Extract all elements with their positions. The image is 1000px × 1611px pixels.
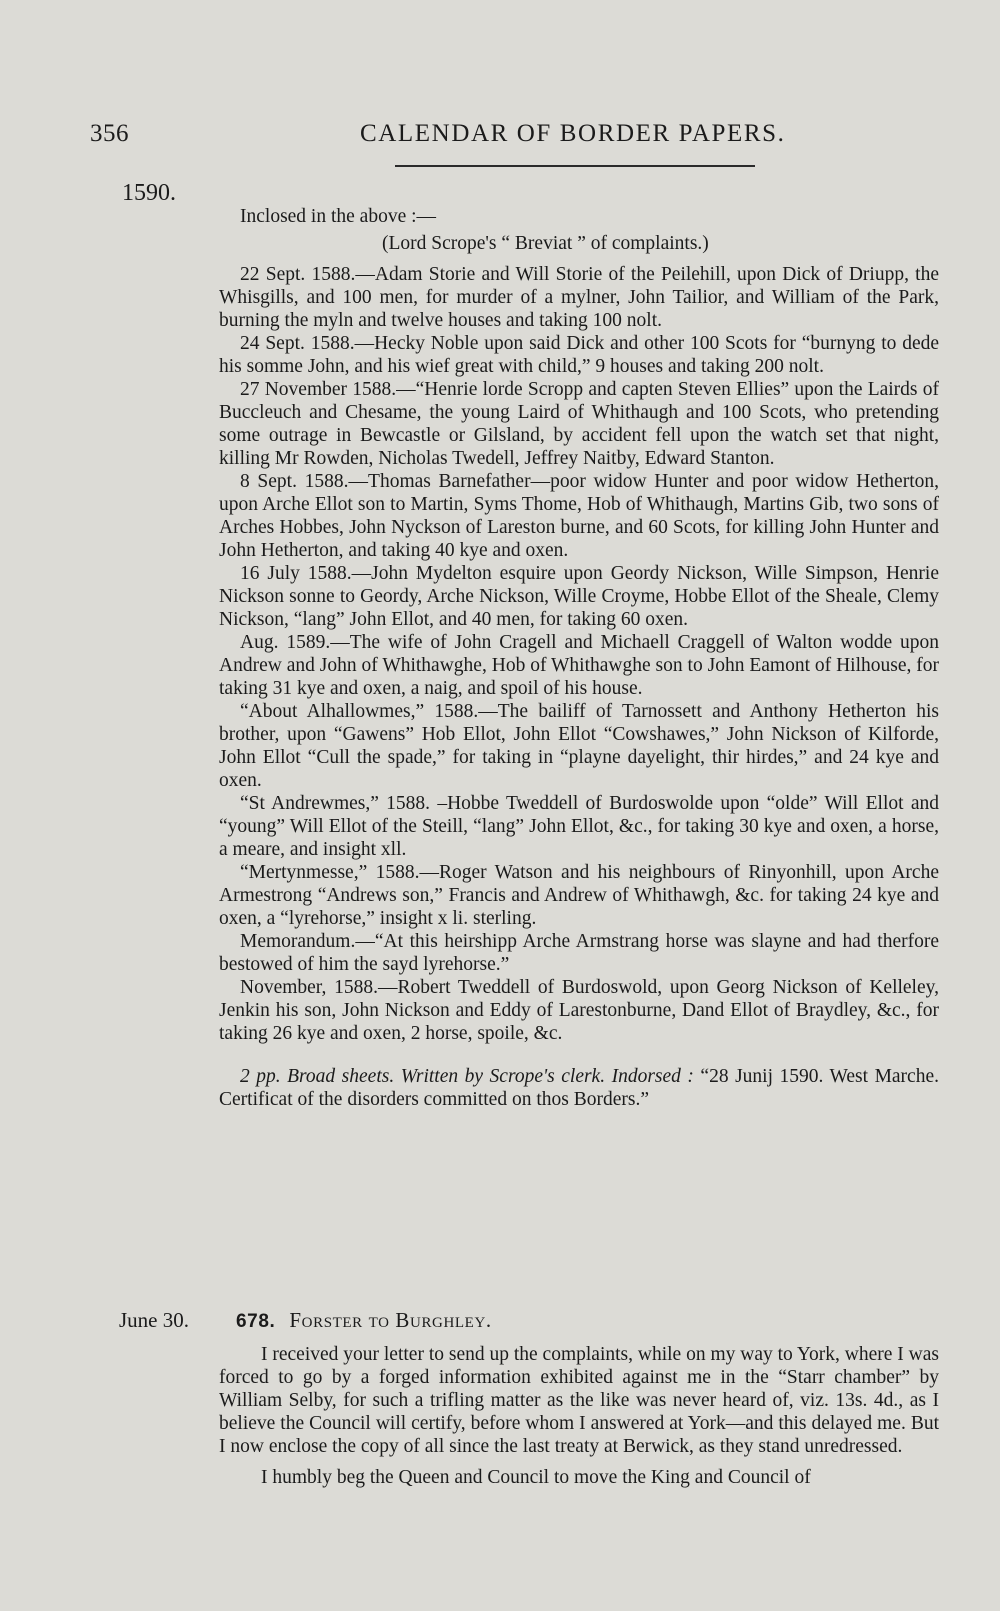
complaint-entry: 8 Sept. 1588.—Thomas Barnefather—poor widow Hunter and poor widow Hetherton, upon Arche Ellot son to Martin, Syms Thome, Hob of Whithaugh, Martins Gib, two sons of Arches Hobbes, John Nyckson of Lareston burne, and 60 Scots, for killing John Hunter and John Hetherton, and taking 40 kye and oxen. [219,471,939,561]
memorandum-entry: Memorandum.—“At this heirshipp Arche Armstrang horse was slayne and had therfore bestowed of him the sayd lyrehorse.” [219,931,939,975]
complaint-entry: Aug. 1589.—The wife of John Cragell and Michaell Craggell of Walton wodde upon Andrew and John of Whithawghe, Hob of Whithawghe son to John Eamont of Hilhouse, for taking 31 kye and oxen, a naig, and spoil of his house. [219,632,939,699]
page-number: 356 [90,120,129,147]
enclosure-heading: (Lord Scrope's “ Breviat ” of complaints.) [382,233,709,254]
complaint-entry: “Mertynmesse,” 1588.—Roger Watson and his neighbours of Rinyonhill, upon Arche Armestrong “Andrews son,” Francis and Andrew of Whithawgh, &c. for taking 24 kye and oxen, a “lyrehorse,” insight x li. sterling. [219,862,939,929]
description-text: “28 Junij 1590. West Marche. Certificat of the disorders committed on thos Borders.” [219,1066,939,1110]
complaint-entry: “St Andrewmes,” 1588. –Hobbe Tweddell of Burdoswolde upon “olde” Will Ellot and “young” Will Ellot of the Steill, “lang” John Ellot, &c., for taking 30 kye and oxen, a horse, a meare, and insight xll. [219,793,939,860]
complaint-entry: “About Alhallowmes,” 1588.—The bailiff of Tarnossett and Anthony Hetherton his brother, upon “Gawens” Hob Ellot, John Ellot “Cowshawes,” John Nickson of Kilforde, John Ellot “Cull the spade,” for taking in “playne dayelight, thir hirdes,” and 24 kye and oxen. [219,701,939,791]
complaint-entry: 24 Sept. 1588.—Hecky Noble upon said Dick and other 100 Scots for “burnyng to dede his somme John, and his wief great with child,” 9 houses and taking 200 nolt. [219,333,939,377]
complaint-entry: 22 Sept. 1588.—Adam Storie and Will Storie of the Peilehill, upon Dick of Driupp, the Whisgills, and 100 men, for murder of a mylner, John Tailior, and William of the Park, burning the myln and twelve houses and taking 100 nolt. [219,264,939,331]
complaint-entry: November, 1588.—Robert Tweddell of Burdoswold, upon Georg Nickson of Kelleley, Jenkin his son, John Nickson and Eddy of Larestonburne, Dand Ellot of Braydley, &c., for taking 26 kye and oxen, 2 horse, spoile, &c. [219,977,939,1044]
description-italic: 2 pp. Broad sheets. Written by Scrope's clerk. Indorsed : [240,1066,694,1087]
enclosure-section [219,205,939,1111]
letter-heading [236,1308,492,1333]
running-title: CALENDAR OF BORDER PAPERS. [360,120,786,147]
letter-title: Forster to Burghley. [289,1308,492,1332]
letter-body [219,1343,939,1497]
letter-paragraph: I humbly beg the Queen and Council to move the King and Council of [261,1467,811,1488]
letter-date: June 30. [119,1308,189,1332]
document-description [219,1065,939,1111]
letter-number: 678. [236,1311,276,1332]
enclosure-intro: Inclosed in the above :— [240,206,437,227]
header-rule [395,165,755,167]
complaint-entry: 27 November 1588.—“Henrie lorde Scropp and capten Steven Ellies” upon the Lairds of Buccleuch and Chesame, the young Laird of Whithaugh and 100 Scots, who pretending some outrage in Bewcastle or Gilsland, by accident fell upon the watch set that night, killing Mr Rowden, Nicholas Twedell, Jeffrey Naitby, Edward Stanton. [219,379,939,469]
complaint-entry: 16 July 1588.—John Mydelton esquire upon Geordy Nickson, Wille Simpson, Henrie Nickson sonne to Geordy, Arche Nickson, Wille Croyme, Hobbe Ellot of the Sheale, Clemy Nickson, “lang” John Ellot, and 40 men, for taking 60 oxen. [219,563,939,630]
margin-year: 1590. [122,180,176,206]
letter-paragraph: I received your letter to send up the complaints, while on my way to York, where I was forced to go by a forged information exhibited against me in the “Starr chamber” by William Selby, for such a trifling matter as the like was never heard of, viz. 13s. 4d., as I believe the Council will certify, before whom I answered at York—and this delayed me. But I now enclose the copy of all since the last treaty at Berwick, as they stand unredressed. [219,1344,940,1457]
